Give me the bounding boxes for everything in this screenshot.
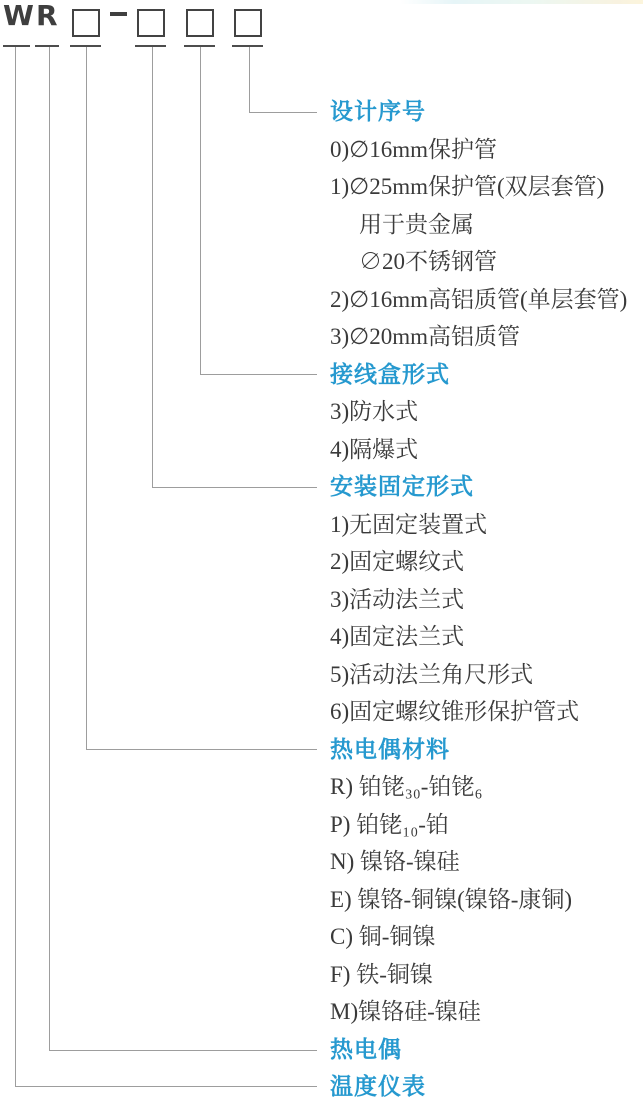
option-design-serial-1-note-2: ∅20不锈钢管 <box>359 249 497 275</box>
code-letter-r: R <box>36 0 58 32</box>
option-mounting-3: 3)活动法兰式 <box>330 586 465 612</box>
option-mounting-5: 5)活动法兰角尺形式 <box>330 661 534 687</box>
leader-horizontal-junction-box <box>200 374 317 375</box>
code-box-1 <box>72 9 100 37</box>
option-material-e: E) 镍铬-铜镍(镍铬-康铜) <box>330 886 573 912</box>
option-material-c: C) 铜-铜镍 <box>330 924 436 950</box>
option-mounting-2: 2)固定螺纹式 <box>330 549 465 575</box>
option-junction-box-3: 3)防水式 <box>330 399 419 425</box>
tick-under-box-4 <box>232 45 263 47</box>
top-edge-artifact <box>400 0 643 4</box>
option-material-p: P) 铂铑₁₀-铂 <box>330 811 449 837</box>
option-material-r: R) 铂铑₃₀-铂铑₆ <box>330 774 483 800</box>
option-design-serial-1: 1)∅25mm保护管(双层套管) <box>330 174 605 200</box>
section-heading-material: 热电偶材料 <box>330 735 450 762</box>
tick-under-box-2 <box>135 45 166 47</box>
legend-rows <box>330 91 640 1104</box>
option-design-serial-0: 0)∅16mm保护管 <box>330 136 497 162</box>
leader-vertical-mounting <box>152 47 153 487</box>
leader-vertical-material <box>86 47 87 749</box>
leader-horizontal-material <box>86 749 317 750</box>
leader-horizontal-design-serial <box>249 112 317 113</box>
section-heading-mounting: 安装固定形式 <box>330 473 474 500</box>
section-heading-thermocouple: 热电偶 <box>330 1035 402 1062</box>
option-design-serial-2: 2)∅16mm高铝质管(单层套管) <box>330 286 628 312</box>
leader-horizontal-temperature-instrument <box>15 1086 317 1087</box>
leader-horizontal-thermocouple <box>49 1050 317 1051</box>
section-heading-temperature-instrument: 温度仪表 <box>330 1073 426 1100</box>
leader-vertical-junction-box <box>200 47 201 374</box>
option-mounting-4: 4)固定法兰式 <box>330 624 465 650</box>
tick-under-w <box>3 45 30 47</box>
leader-horizontal-mounting <box>152 487 317 488</box>
option-material-m: M)镍铬硅-镍硅 <box>330 999 481 1025</box>
option-design-serial-1-note-1: 用于贵金属 <box>359 211 474 237</box>
option-mounting-6: 6)固定螺纹锥形保护管式 <box>330 699 580 725</box>
option-mounting-1: 1)无固定装置式 <box>330 511 488 537</box>
option-design-serial-3: 3)∅20mm高铝质管 <box>330 324 520 350</box>
option-material-f: F) 铁-铜镍 <box>330 961 433 987</box>
option-junction-box-4: 4)隔爆式 <box>330 436 419 462</box>
code-letter-w: W <box>3 0 34 32</box>
code-separator-dash <box>110 12 127 16</box>
option-material-n: N) 镍铬-镍硅 <box>330 849 460 875</box>
tick-under-r <box>35 45 59 47</box>
section-heading-design-serial: 设计序号 <box>330 98 426 125</box>
leader-vertical-thermocouple <box>49 47 50 1050</box>
leader-vertical-temperature-instrument <box>15 47 16 1086</box>
leader-vertical-design-serial <box>249 47 250 112</box>
code-box-4 <box>234 9 262 37</box>
code-box-3 <box>186 9 214 37</box>
code-box-2 <box>137 9 165 37</box>
section-heading-junction-box: 接线盒形式 <box>330 360 450 387</box>
